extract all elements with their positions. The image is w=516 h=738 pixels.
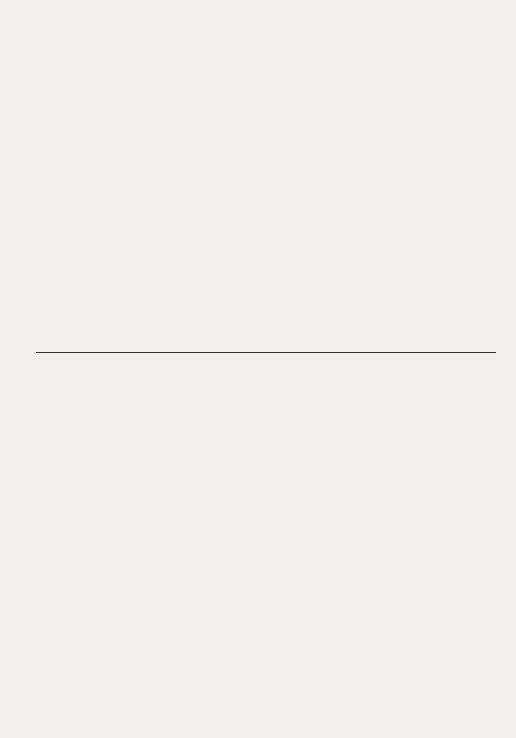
section-divider bbox=[36, 352, 496, 353]
top-text-block bbox=[36, 38, 496, 345]
book-review-page bbox=[36, 38, 496, 698]
bottom-text-block bbox=[36, 362, 496, 692]
